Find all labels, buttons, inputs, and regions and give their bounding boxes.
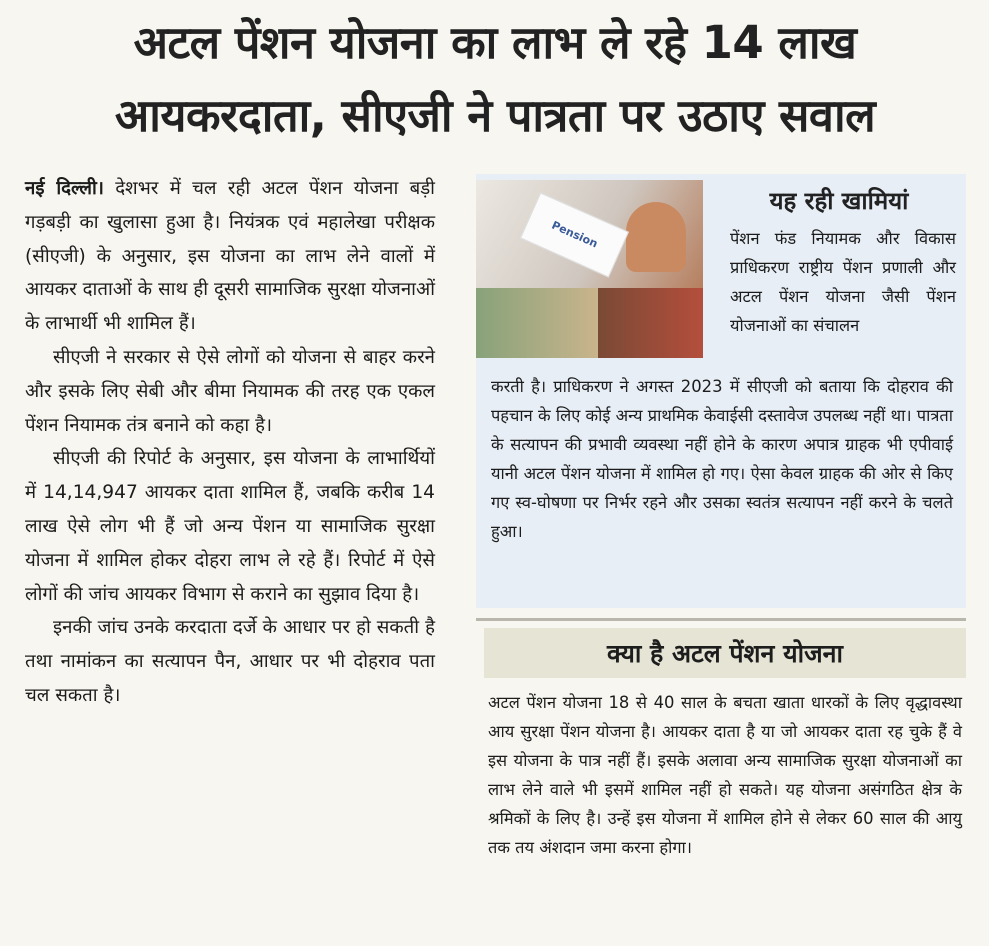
headline-line-2: आयकरदाता, सीएजी ने पात्रता पर उठाए सवाल: [114, 89, 876, 142]
scheme-text: अटल पेंशन योजना 18 से 40 साल के बचता खाता धारकों के लिए वृद्धावस्था आय सुरक्षा पेंशन योजना है। आयकर दाता है या जो आयकर दाता रह चुके हैं वे इस योजना के पात्र नहीं हैं। इसके अलावा अन्य सामाजिक सुरक्षा योजनाओं का लाभ लेने वाले भी इसमें शामिल नहीं हो सकते। यह योजना असंगठित क्षेत्र के श्रमिकों के लिए है। उन्हें इस योजना में शामिल होने से लेकर 60 साल की आयु तक तय अंशदान जमा करना होगा।: [488, 693, 962, 857]
pension-card: Pension: [520, 192, 629, 277]
sidebar-flaws: [476, 174, 966, 608]
sidebar-flaws-text-top: पेंशन फंड नियामक और विकास प्राधिकरण राष्ट्रीय पेंशन प्रणाली और अटल पेंशन योजना जैसी पेंशन योजनाओं का संचालन: [730, 229, 956, 335]
dateline: नई दिल्ली।: [25, 178, 104, 199]
scheme-title: क्या है अटल पेंशन योजना: [606, 639, 844, 668]
hand-graphic: [626, 202, 686, 272]
headline: [10, 6, 980, 152]
pension-photo: [476, 180, 703, 358]
divider: [476, 618, 966, 621]
paragraph-1-text: देशभर में चल रही अटल पेंशन योजना बड़ी गड़बड़ी का खुलासा हुआ है। नियंत्रक एवं महालेखा परीक्षक (सीएजी) के अनुसार, इस योजना का लाभ लेने वालों में आयकर दाताओं के साथ ही दूसरी सामाजिक सुरक्षा योजनाओं के लाभार्थी भी शामिल हैं।: [25, 178, 435, 335]
photo-passbook-panel: [598, 288, 703, 358]
photo-couple-panel: [476, 288, 598, 358]
paragraph-2: सीएजी ने सरकार से ऐसे लोगों को योजना से बाहर करने और इसके लिए सेबी और बीमा नियामक की तरह एक एकल पेंशन नियामक तंत्र बनाने को कहा है।: [25, 346, 435, 436]
headline-line-1: अटल पेंशन योजना का लाभ ले रहे 14 लाख: [133, 16, 857, 69]
paragraph-4: इनकी जांच उनके करदाता दर्जे के आधार पर हो सकती है तथा नामांकन का सत्यापन पैन, आधार पर भी दोहराव पता चल सकता है।: [25, 617, 435, 706]
main-story: [25, 172, 435, 713]
scheme-title-band: [484, 628, 966, 678]
paragraph-3: सीएजी की रिपोर्ट के अनुसार, इस योजना के लाभार्थियों में 14,14,947 आयकर दाता शामिल हैं, जबकि करीब 14 लाख ऐसे लोग भी हैं जो अन्य पेंशन या सामाजिक सुरक्षा योजना में शामिल होकर दोहरा लाभ ले रहे हैं। रिपोर्ट में ऐसे लोगों की जांच आयकर विभाग से कराने का सुझाव दिया है।: [25, 448, 435, 605]
sidebar-flaws-title: यह रही खामियां: [769, 187, 909, 215]
sidebar-flaws-text-rest: करती है। प्राधिकरण ने अगस्त 2023 में सीएजी को बताया कि दोहराव की पहचान के लिए कोई अन्य प्राथमिक केवाईसी दस्तावेज उपलब्ध नहीं था। पात्रता के सत्यापन की प्रभावी व्यवस्था नहीं होने के कारण अपात्र ग्राहक भी एपीवाई यानी अटल पेंशन योजना में शामिल हो गए। ऐसा केवल ग्राहक की ओर से किए गए स्व-घोषणा पर निर्भर रहने और उसका स्वतंत्र सत्यापन नहीं करने के चलते हुआ।: [491, 377, 953, 541]
paragraph-1: [25, 172, 435, 341]
